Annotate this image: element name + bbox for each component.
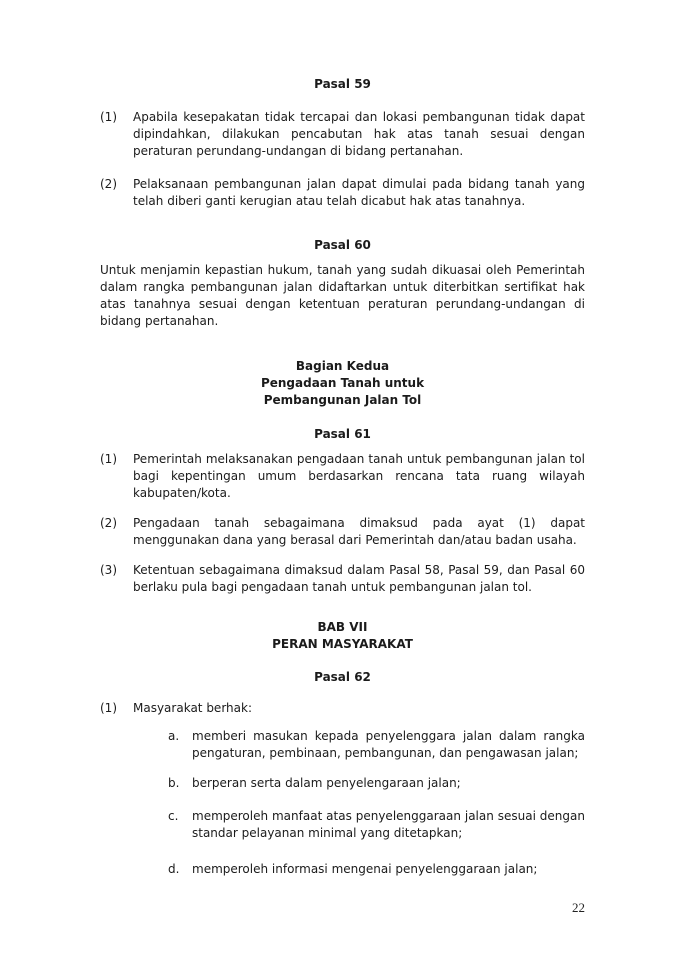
heading-line: BAB VII (317, 620, 368, 634)
item-text: berperan serta dalam penyelengaraan jalan; (192, 776, 461, 790)
item-text: Pengadaan tanah sebagaimana dimaksud pada ayat (1) dapat menggunakan dana yang berasal dari Pemerintah dan/atau badan usaha. (133, 516, 585, 547)
item-text: memberi masukan kepada penyelenggara jalan dalam rangka pengaturan, pembinaan, pembangunan, dan pengawasan jalan; (192, 729, 585, 760)
item-marker: (3) (100, 563, 117, 577)
item-text: Ketentuan sebagaimana dimaksud dalam Pasal 58, Pasal 59, dan Pasal 60 berlaku pula bagi pengadaan tanah untuk pembangunan jalan tol. (133, 563, 585, 594)
heading-line: Pengadaan Tanah untuk (260, 376, 425, 390)
item-text: Pelaksanaan pembangunan jalan dapat dimulai pada bidang tanah yang telah diberi ganti kerugian atau telah dicabut hak atas tanahnya. (133, 177, 585, 208)
item-marker: (1) (100, 110, 117, 124)
item-text: Pemerintah melaksanakan pengadaan tanah untuk pembangunan jalan tol bagi kepentingan umum berdasarkan rencana tata ruang wilayah kabupaten/kota. (133, 452, 585, 500)
article-heading-pasal-61 (100, 426, 585, 443)
numbered-item-59-2 (100, 176, 585, 210)
section-heading-bagian-kedua (100, 358, 585, 409)
heading-line: PERAN MASYARAKAT (272, 637, 413, 651)
heading-line: Bagian Kedua (295, 359, 390, 373)
item-marker: (1) (100, 452, 117, 466)
article-heading-pasal-60 (100, 237, 585, 254)
numbered-item-62-1 (100, 700, 585, 717)
numbered-item-61-2 (100, 515, 585, 549)
lettered-item-b (168, 775, 585, 792)
article-heading-pasal-59 (100, 76, 585, 93)
body-paragraph: Untuk menjamin kepastian hukum, tanah yang sudah dikuasai oleh Pemerintah dalam rangka pembangunan jalan didaftarkan untuk diterbitkan sertifikat hak atas tanahnya sesuai dengan ketentuan peraturan perundang-undangan di bidang pertanahan. (100, 263, 585, 328)
item-marker: b. (168, 776, 180, 790)
numbered-item-59-1 (100, 109, 585, 160)
lettered-item-d (168, 861, 585, 878)
heading-line: Pasal 61 (314, 427, 371, 441)
heading-line: Pasal 59 (314, 77, 371, 91)
item-marker: (2) (100, 516, 117, 530)
item-marker: (2) (100, 177, 117, 191)
heading-line: Pasal 62 (314, 670, 371, 684)
page-number: 22 (572, 900, 585, 915)
item-text: memperoleh manfaat atas penyelenggaraan jalan sesuai dengan standar pelayanan minimal yang ditetapkan; (192, 809, 585, 840)
article-heading-pasal-62 (100, 669, 585, 686)
numbered-item-61-3 (100, 562, 585, 596)
numbered-item-61-1 (100, 451, 585, 502)
heading-line: Pasal 60 (314, 238, 371, 252)
item-text: Apabila kesepakatan tidak tercapai dan lokasi pembangunan tidak dapat dipindahkan, dilakukan pencabutan hak atas tanah sesuai dengan peraturan perundang-undangan di bidang pertanahan. (133, 110, 585, 158)
item-text: memperoleh informasi mengenai penyelenggaraan jalan; (192, 862, 538, 876)
item-text: Masyarakat berhak: (133, 701, 252, 715)
item-marker: a. (168, 729, 180, 743)
lettered-item-c (168, 808, 585, 842)
chapter-heading-bab-vii (100, 619, 585, 653)
item-marker: (1) (100, 701, 117, 715)
heading-line: Pembangunan Jalan Tol (263, 393, 422, 407)
lettered-item-a (168, 728, 585, 762)
item-marker: c. (168, 809, 179, 823)
item-marker: d. (168, 862, 180, 876)
